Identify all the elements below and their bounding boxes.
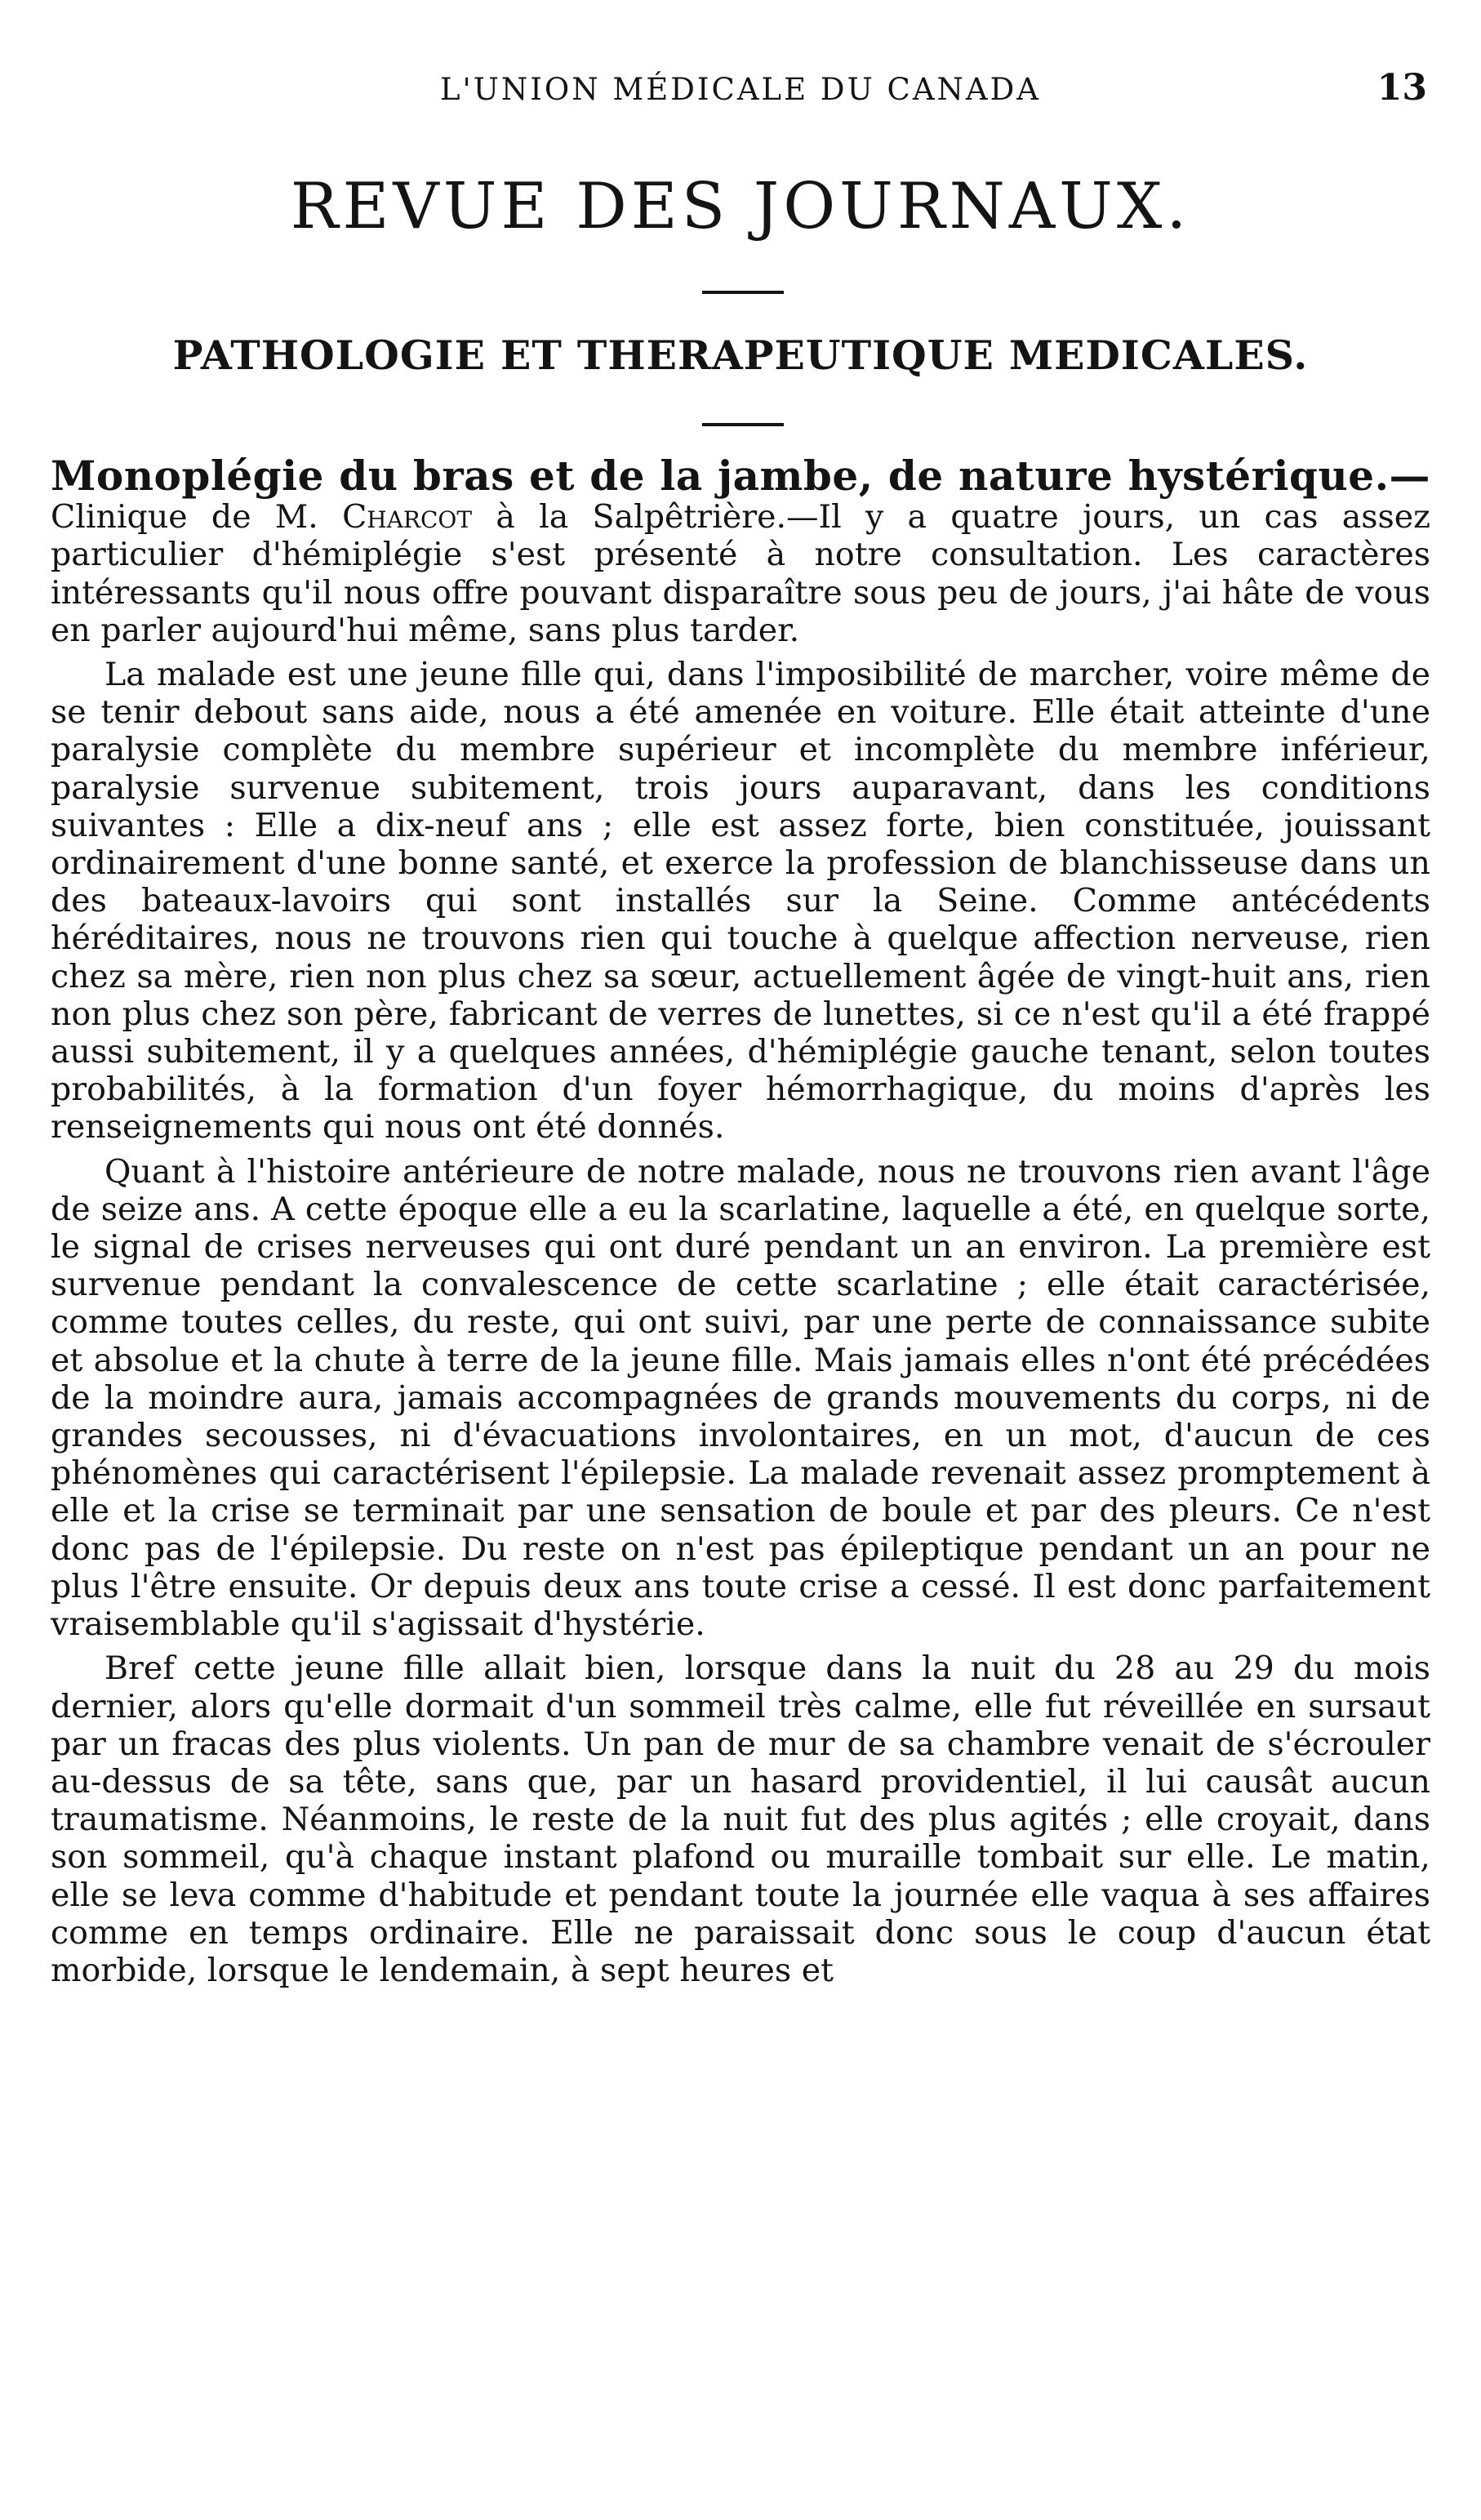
article-paragraph-1 bbox=[51, 452, 1430, 649]
running-head: L'UNION MÉDICALE DU CANADA bbox=[439, 72, 1042, 107]
subsection-title: PATHOLOGIE ET THERAPEUTIQUE MEDICALES. bbox=[172, 332, 1309, 379]
article-author: Charcot bbox=[342, 498, 473, 537]
article-byline-suffix: à la Salpêtrière.— bbox=[496, 498, 819, 537]
article-paragraph-4: Bref cette jeune fille allait bien, lorsque dans la nuit du 28 au 29 du mois dernier, alors qu'elle dormait d'un sommeil très calme, elle fut réveillée en sursaut par un fracas des plus violents. Un pan de mur de sa chambre venait de s'écrouler au-dessus de sa tête, sans que, par un hasard providentiel, il lui causât aucun traumatisme. Néanmoins, le reste de la nuit fut des plus agités ; elle croyait, dans son sommeil, qu'à chaque instant plafond ou muraille tombait sur elle. Le matin, elle se leva comme d'habitude et pendant toute la journée elle vaqua à ses affaires comme en temps ordinaire. Elle ne paraissait donc sous le coup d'aucun état morbide, lorsque le lendemain, à sept heures et bbox=[51, 1650, 1430, 1989]
paragraph-text: Il y a quatre jours, un cas assez particulier d'hémiplégie s'est présenté à notre consultation. Les caractères intéressants qu'il nous offre pouvant disparaître sous peu de jours, j'ai hâte de vous en parler aujourd'hui même, sans plus tarder. bbox=[51, 498, 1430, 649]
article-body bbox=[51, 452, 1430, 1989]
page-number: 13 bbox=[1376, 67, 1427, 109]
article-paragraph-3: Quant à l'histoire antérieure de notre malade, nous ne trouvons rien avant l'âge de seize ans. A cette époque elle a eu la scarlatine, laquelle a été, en quelque sorte, le signal de crises nerveuses qui ont duré pendant un an environ. La première est survenue pendant la convalescence de cette scarlatine ; elle était caractérisée, comme toutes celles, du reste, qui ont suivi, par une perte de connaissance subite et absolue et la chute à terre de la jeune fille. Mais jamais elles n'ont été précédées de la moindre aura, jamais accompagnées de grands mouvements du corps, ni de grandes secousses, ni d'évacuations involontaires, en un mot, d'aucun de ces phénomènes qui caractérisent l'épilepsie. La malade revenait assez promptement à elle et la crise se terminait par une sensation de boule et par des pleurs. Ce n'est donc pas de l'épilepsie. Du reste on n'est pas épileptique pendant un an pour ne plus l'être ensuite. Or depuis deux ans toute crise a cessé. Il est donc parfaitement vraisemblable qu'il s'agissait d'hystérie. bbox=[51, 1152, 1430, 1644]
section-title: REVUE DES JOURNAUX. bbox=[290, 170, 1191, 243]
title-divider-rule bbox=[702, 291, 784, 294]
subsection-divider-rule bbox=[702, 423, 784, 426]
article-byline-prefix: Clinique de M. bbox=[51, 498, 318, 537]
article-paragraph-2: La malade est une jeune fille qui, dans l'imposibilité de marcher, voire même de se tenir debout sans aide, nous a été amenée en voiture. Elle était atteinte d'une paralysie complète du membre supérieur et incomplète du membre inférieur, paralysie survenue subitement, trois jours auparavant, dans les conditions suivantes : Elle a dix-neuf ans ; elle est assez forte, bien constituée, jouissant ordinairement d'une bonne santé, et exerce la profession de blanchisseuse dans un des bateaux-lavoirs qui sont installés sur la Seine. Comme antécédents héréditaires, nous ne trouvons rien qui touche à quelque affection nerveuse, rien chez sa mère, rien non plus chez sa sœur, actuellement âgée de vingt-huit ans, rien non plus chez son père, fabricant de verres de lunettes, si ce n'est qu'il a été frappé aussi subitement, il y a quelques années, d'hémiplégie gauche tenant, selon toutes probabilités, à la formation d'un foyer hémorrhagique, du moins d'après les renseignements qui nous ont été donnés. bbox=[51, 656, 1430, 1146]
article-title: Monoplégie du bras et de la jambe, de nature hystérique.— bbox=[51, 452, 1430, 500]
